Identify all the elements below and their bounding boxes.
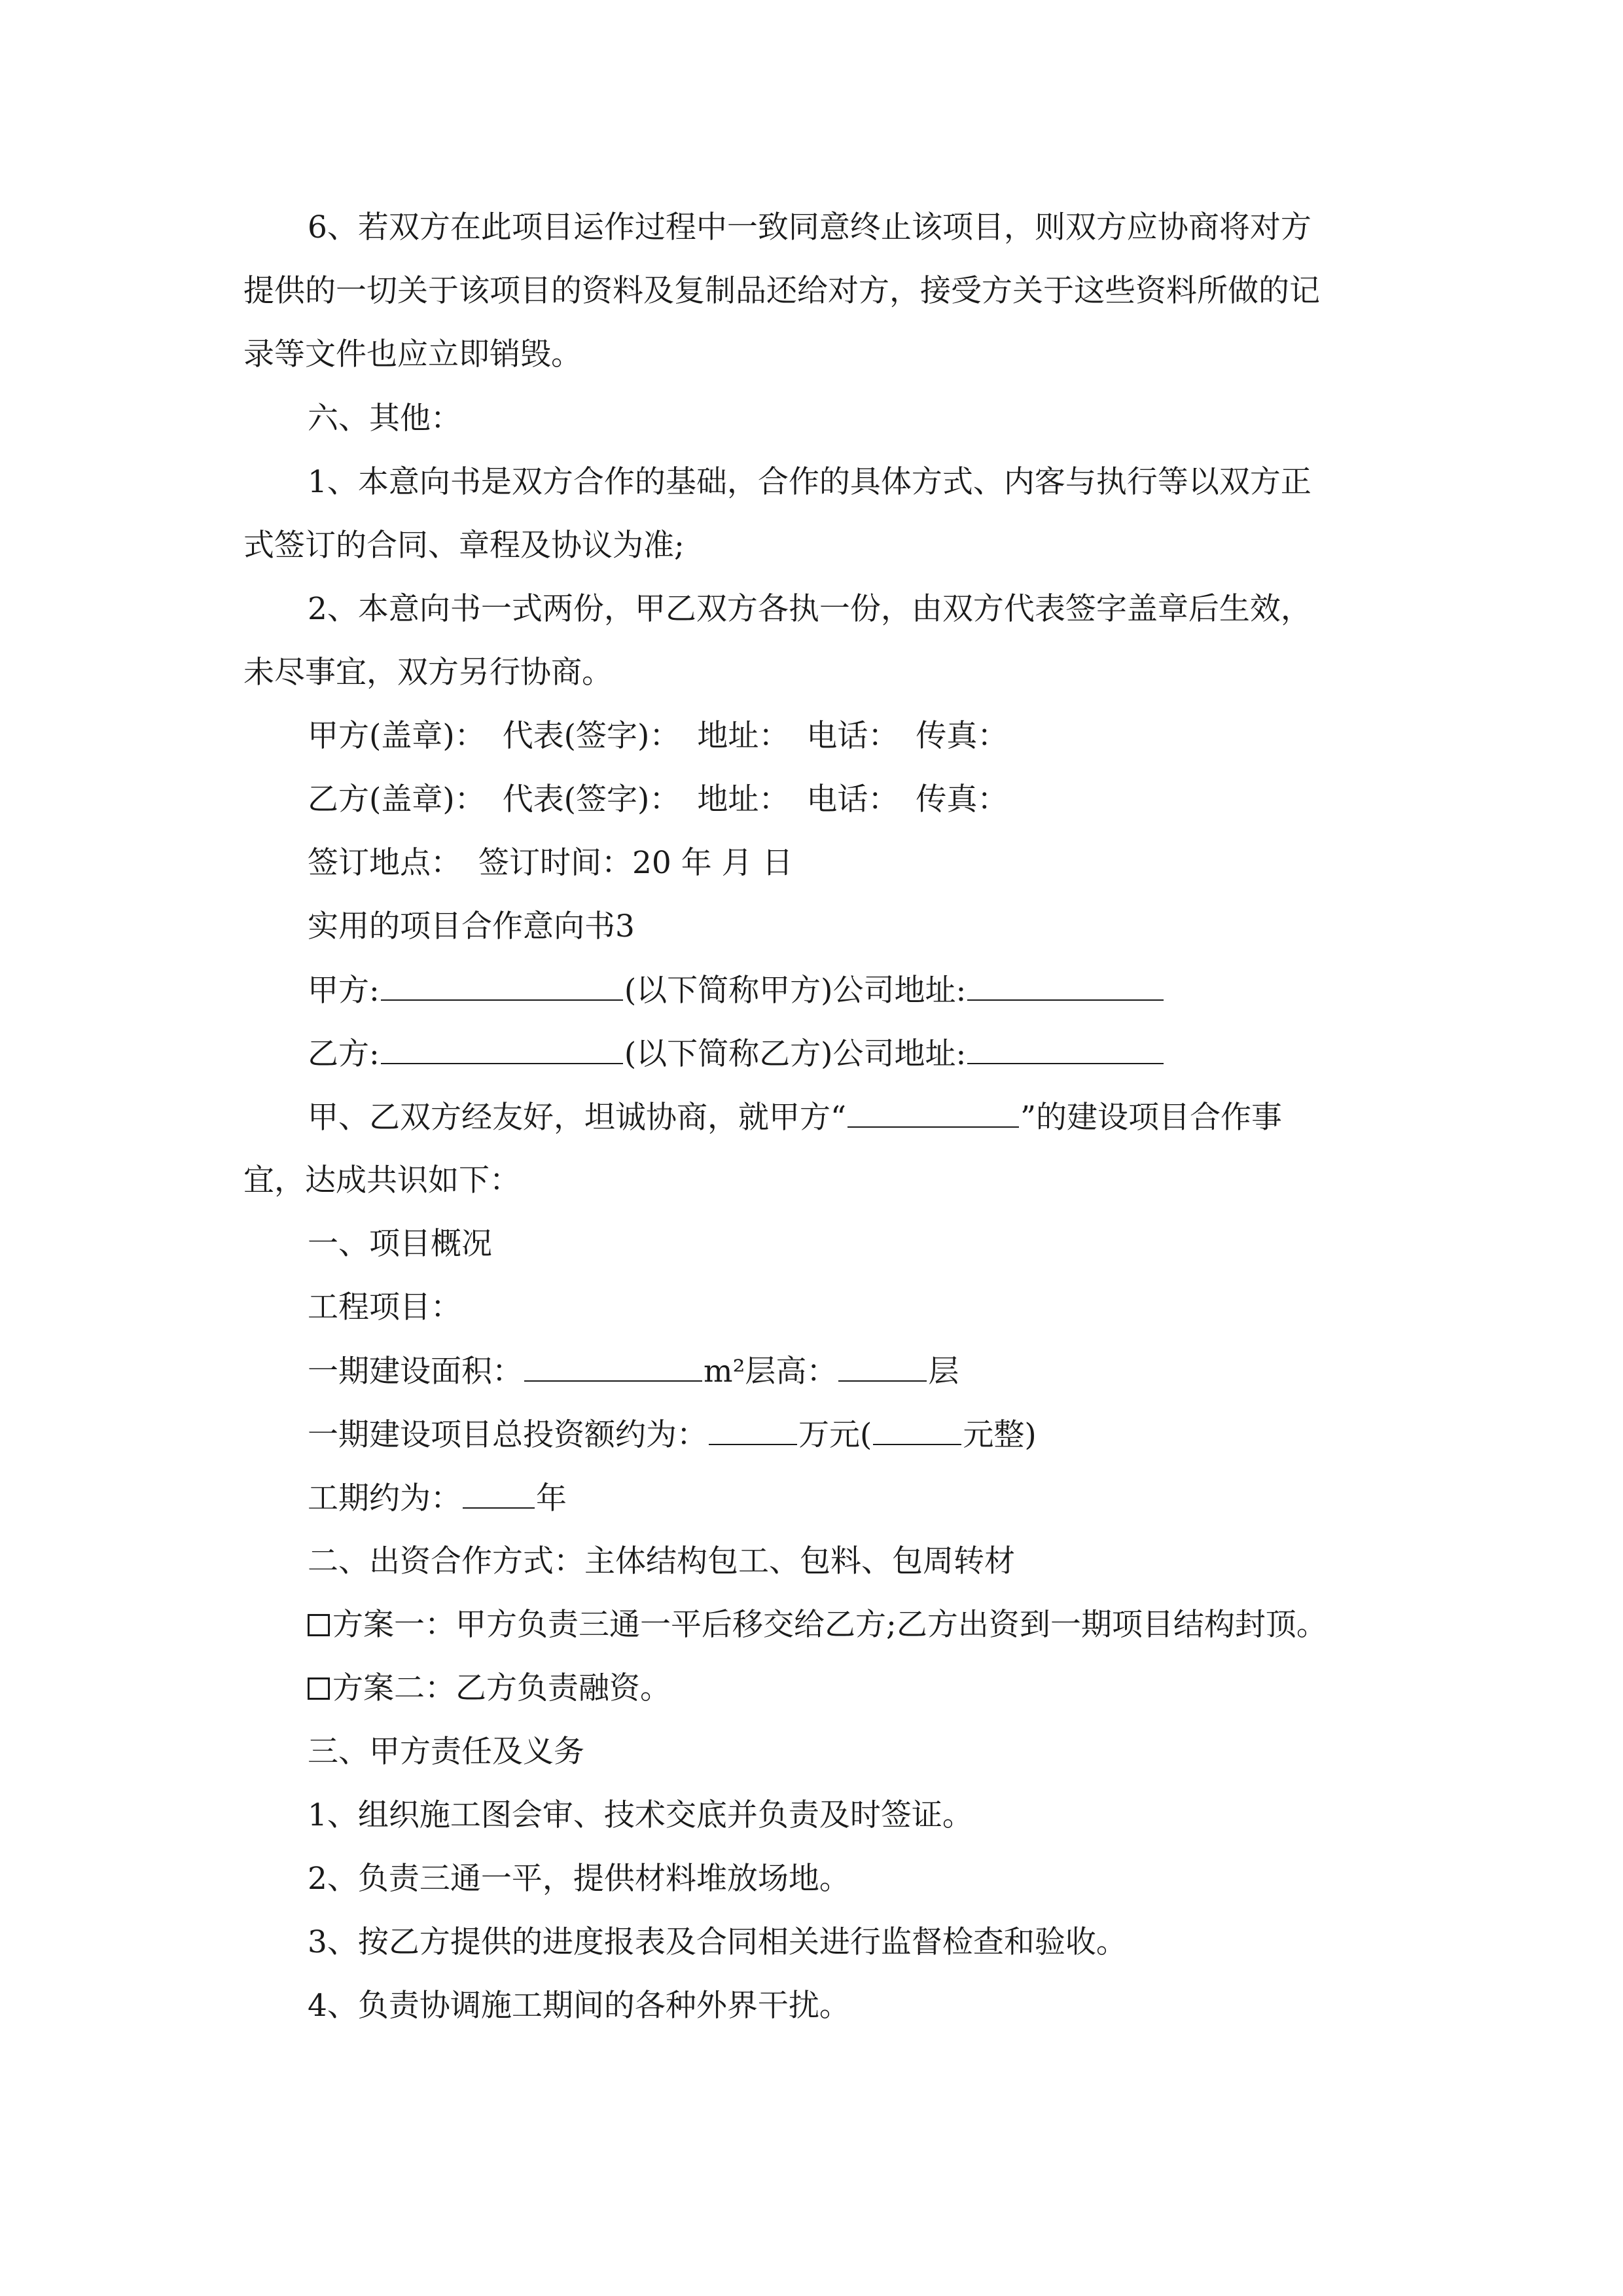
clause-1-line-2: 式签订的合同、章程及协议为准; — [243, 528, 685, 564]
option-1-text: 方案一：甲方负责三通一平后移交给乙方;乙方出资到一期项目结构封顶。 — [332, 1607, 1327, 1643]
duration-label: 工期约为： — [308, 1480, 461, 1516]
duration-unit: 年 — [536, 1480, 567, 1516]
investment-label: 一期建设项目总投资额约为： — [308, 1417, 707, 1453]
paragraph-6-line-3: 录等文件也应立即销毁。 — [243, 336, 582, 372]
signing-time-label: 签订时间：20 年 月 日 — [478, 845, 793, 881]
party-a-seal-label: 甲方(盖章)： — [308, 718, 486, 754]
paragraph-6-line-1: 6、若双方在此项目运作过程中一致同意终止该项目，则双方应协商将对方 — [308, 209, 1311, 245]
party-a-address-label: 地址： — [697, 718, 790, 754]
duration-row — [308, 1479, 567, 1518]
option-2-row — [308, 1669, 671, 1708]
party-a-rep-label: 代表(签字)： — [502, 718, 681, 754]
option-1-checkbox-icon — [308, 1614, 330, 1636]
floors-unit: 层 — [928, 1354, 959, 1390]
investment-amount-blank — [709, 1415, 797, 1445]
floor-height-blank — [838, 1352, 927, 1382]
party-a-tel-label: 电话： — [806, 718, 899, 754]
investment-unit-2: 元整) — [963, 1417, 1037, 1453]
duty-item: 4、负责协调施工期间的各种外界干扰。 — [308, 1988, 850, 2024]
intro-text-start: 甲、乙双方经友好，坦诚协商，就甲方“ — [308, 1100, 847, 1136]
section-1-title: 一、项目概况 — [308, 1226, 492, 1262]
duty-item: 2、负责三通一平，提供材料堆放场地。 — [308, 1861, 850, 1897]
intro-text-end: ”的建设项目合作事 — [1020, 1100, 1283, 1136]
party-a-label: 甲方: — [308, 973, 380, 1009]
party-b-abbrev-label: (以下简称乙方)公司地址: — [624, 1036, 967, 1072]
paragraph-6-line-2: 提供的一切关于该项目的资料及复制品还给对方，接受方关于这些资料所做的记 — [243, 273, 1320, 309]
clause-2-line-2: 未尽事宜，双方另行协商。 — [243, 655, 613, 691]
area-label: 一期建设面积： — [308, 1354, 523, 1390]
section-6-title: 六、其他： — [308, 401, 461, 437]
party-a-name-blank — [381, 971, 623, 1001]
project-label: 工程项目： — [308, 1289, 461, 1325]
intro-line-2: 宜，达成共识如下： — [243, 1162, 520, 1198]
investment-unit-1: 万元( — [798, 1417, 872, 1453]
party-b-row — [308, 1034, 1165, 1074]
area-unit-label: m²层高： — [704, 1354, 838, 1390]
document-3-title: 实用的项目合作意向书3 — [308, 908, 635, 944]
party-b-address-label: 地址： — [697, 781, 790, 817]
party-b-tel-label: 电话： — [806, 781, 899, 817]
duty-item: 1、组织施工图会审、技术交底并负责及时签证。 — [308, 1797, 973, 1833]
party-a-abbrev-label: (以下简称甲方)公司地址: — [624, 973, 967, 1009]
option-2-checkbox-icon — [308, 1677, 330, 1700]
signing-info-row — [308, 844, 793, 883]
duty-item: 3、按乙方提供的进度报表及合同相关进行监督检查和验收。 — [308, 1924, 1127, 1960]
signature-row-party-b — [308, 780, 1008, 819]
signature-row-party-a — [308, 717, 1008, 756]
signing-place-label: 签订地点： — [308, 845, 461, 881]
clause-2-line-1: 2、本意向书一式两份，甲乙双方各执一份，由双方代表签字盖章后生效， — [308, 591, 1311, 627]
section-3-title: 三、甲方责任及义务 — [308, 1734, 584, 1770]
party-b-seal-label: 乙方(盖章)： — [308, 781, 486, 817]
section-2-title: 二、出资合作方式：主体结构包工、包料、包周转材 — [308, 1543, 1015, 1579]
clause-1-line-1: 1、本意向书是双方合作的基础，合作的具体方式、内客与执行等以双方正 — [308, 464, 1311, 500]
party-b-label: 乙方: — [308, 1036, 380, 1072]
construction-area-row — [308, 1352, 959, 1391]
option-1-row — [308, 1605, 1327, 1645]
party-b-rep-label: 代表(签字)： — [502, 781, 681, 817]
option-2-text: 方案二：乙方负责融资。 — [332, 1670, 671, 1706]
investment-row — [308, 1415, 1037, 1455]
duration-blank — [463, 1479, 535, 1509]
party-b-name-blank — [381, 1034, 623, 1064]
investment-amount-words-blank — [873, 1415, 961, 1445]
party-a-row — [308, 971, 1165, 1011]
area-blank — [524, 1352, 702, 1382]
party-a-address-blank — [967, 971, 1164, 1001]
party-b-address-blank — [967, 1034, 1164, 1064]
project-name-blank — [847, 1098, 1019, 1128]
intro-line-1 — [308, 1098, 1282, 1138]
party-b-fax-label: 传真： — [916, 781, 1008, 817]
party-a-fax-label: 传真： — [916, 718, 1008, 754]
